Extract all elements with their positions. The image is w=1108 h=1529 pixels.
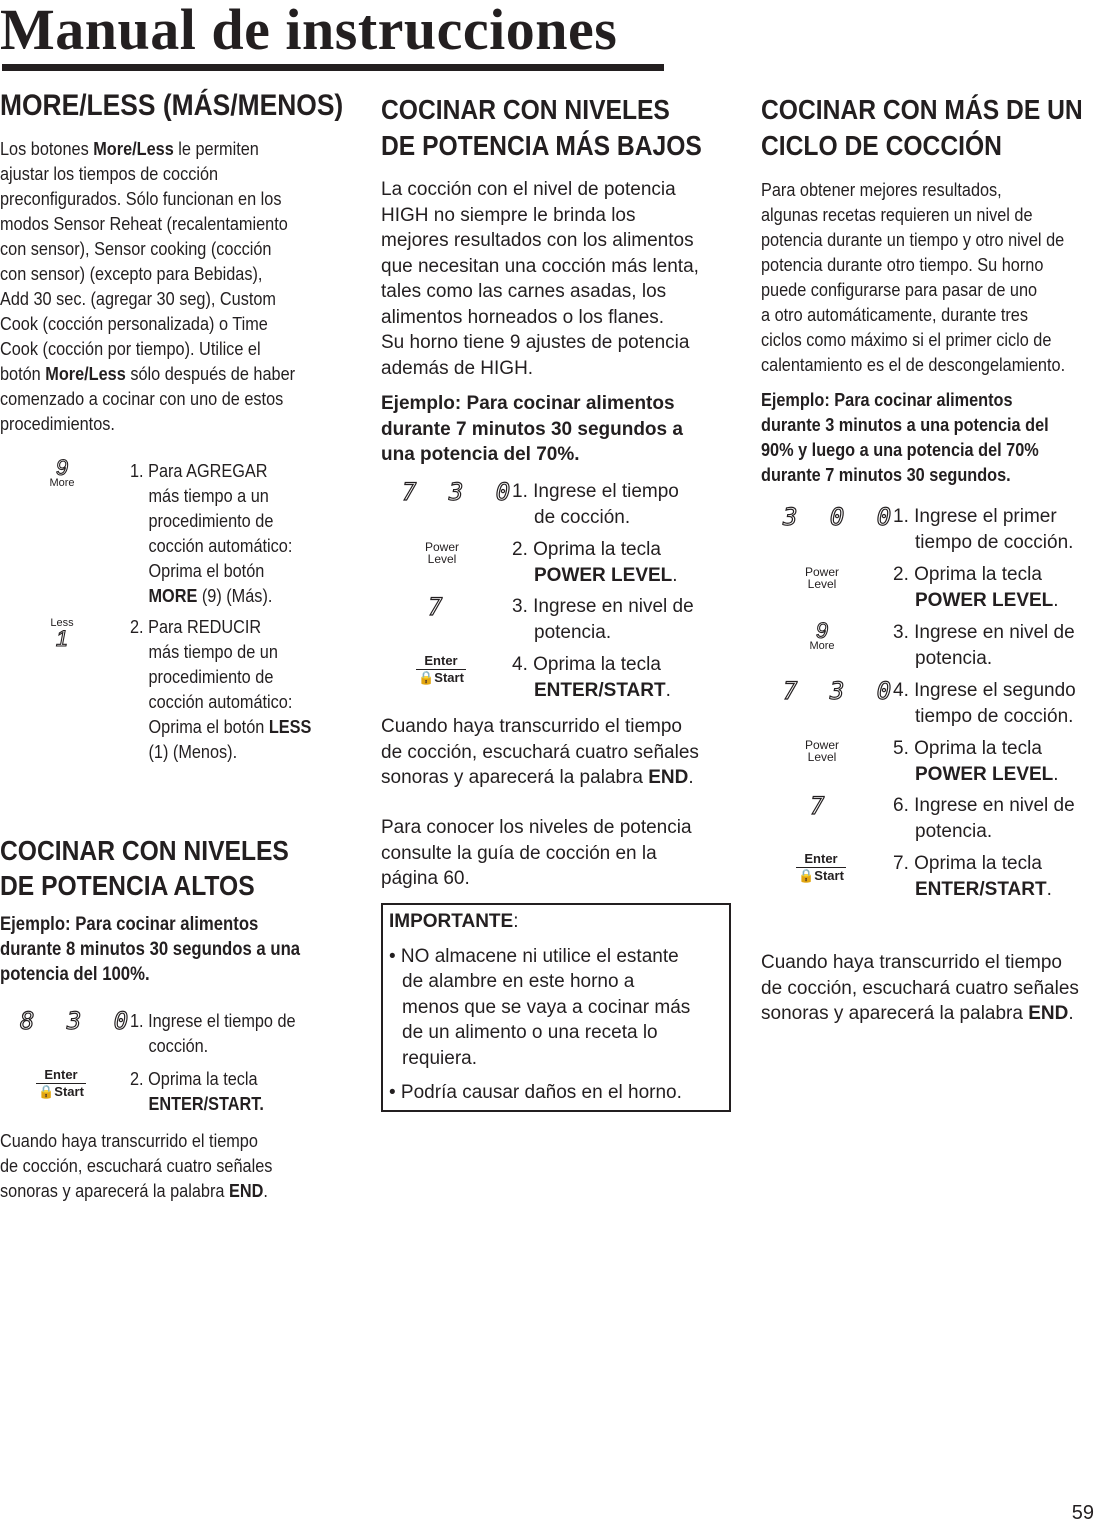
ciclo-step-5: 5. Oprima la tecla POWER LEVEL.	[893, 738, 1059, 785]
bajos-step-1: 1. Ingrese el tiempo de cocción.	[512, 481, 679, 528]
more-less-intro: Los botones More/Less le permiten ajustar los tiempos de cocción preconfigurados. Sólo funcionan en los modos Sensor Reheat (recalentamiento con sensor), Sensor cooking (cocción con sensor) (excepto para Bebidas), Add 30 sec. (agregar 30 seg), Custom Cook (cocción personalizada) o Time Cook (cocción por tiempo). Utilice el botón More/Less sólo después de haber comenzado a cocinar con uno de estos procedimientos.	[0, 138, 296, 434]
more-less-heading: MORE/LESS (MÁS/MENOS)	[0, 89, 344, 122]
ciclo-step-4: 4. Ingrese el segundo tiempo de cocción.	[893, 680, 1076, 727]
display-7: 7	[810, 792, 834, 820]
power-level-key-icon: Power Level	[804, 565, 839, 591]
less-key-icon: Less 1	[50, 617, 74, 651]
bajos-step-2: 2. Oprima la tecla POWER LEVEL.	[512, 539, 678, 586]
bajos-closing: Cuando haya transcurrido el tiempo de cocción, escuchará cuatro señales sonoras y aparecerá la palabra END.	[381, 716, 699, 788]
bajos-heading: COCINAR CON NIVELES DE POTENCIA MÁS BAJOS	[381, 94, 702, 161]
bajos-example: Ejemplo: Para cocinar alimentos durante 7 minutos 30 segundos a una potencia del 70%.	[381, 393, 683, 465]
column-2	[381, 92, 731, 468]
bajos-step-3: 3. Ingrese en nivel de potencia.	[512, 596, 694, 643]
enter-start-key-icon: Enter 🔒Start	[32, 1068, 90, 1099]
display-730: 7 3 0	[402, 478, 520, 506]
ciclo-intro: Para obtener mejores resultados, algunas recetas requieren un nivel de potencia durante un tiempo y otro nivel de potencia durante otro tiempo. Su horno puede configurarse para pasar de uno a otro automáticamente, durante tres ciclos como máximo si el primer ciclo de calentamiento es el de descongelamiento.	[761, 179, 1066, 375]
ciclo-example: Ejemplo: Para cocinar alimentos durante 3 minutos a una potencia del 90% y luego a una potencia del 70% durante 7 minutos 30 segundos.	[761, 389, 1049, 485]
enter-start-key-icon: Enter 🔒Start	[792, 852, 850, 883]
altos-step-2: 2. Oprima la tecla ENTER/START.	[130, 1068, 264, 1114]
altos-heading: COCINAR CON NIVELES DE POTENCIA ALTOS	[0, 835, 289, 901]
display-300: 3 0 0	[783, 503, 901, 531]
more-key-icon: 9 More	[49, 455, 75, 489]
power-level-key-icon: Power Level	[424, 540, 459, 566]
display-730: 7 3 0	[783, 677, 901, 705]
page-title: Manual de instrucciones	[0, 0, 618, 62]
bajos-step-4: 4. Oprima la tecla ENTER/START.	[512, 654, 671, 701]
page-number: 59	[1071, 1502, 1094, 1524]
ciclo-step-7: 7. Oprima la tecla ENTER/START.	[893, 853, 1052, 900]
more-key-icon: 9 More	[809, 618, 835, 652]
column-1	[0, 86, 345, 436]
power-level-key-icon: Power Level	[804, 738, 839, 764]
bajos-reference: Para conocer los niveles de potencia consulte la guía de cocción en la página 60.	[381, 817, 692, 889]
altos-section	[0, 833, 345, 987]
ciclo-closing: Cuando haya transcurrido el tiempo de cocción, escuchará cuatro señales sonoras y aparecerá la palabra END.	[761, 952, 1079, 1024]
altos-closing: Cuando haya transcurrido el tiempo de cocción, escuchará cuatro señales sonoras y aparecerá la palabra END.	[0, 1130, 273, 1201]
ciclo-heading: COCINAR CON MÁS DE UN CICLO DE COCCIÓN	[761, 94, 1083, 161]
important-box: IMPORTANTE: • NO almacene ni utilice el estante de alambre en este horno a menos que se vaya a cocinar más de un alimento o una receta lo requiera. • Podría causar daños en el horno.	[381, 903, 731, 1112]
display-7: 7	[428, 593, 452, 621]
bajos-intro: La cocción con el nivel de potencia HIGH no siempre le brinda los mejores resultados con los alimentos que necesitan una cocción más lenta, tales como las carnes asadas, los alimentos horneados o los flanes. Su horno tiene 9 ajustes de potencia además de HIGH.	[381, 179, 699, 379]
ciclo-step-3: 3. Ingrese en nivel de potencia.	[893, 622, 1075, 669]
ciclo-step-6: 6. Ingrese en nivel de potencia.	[893, 795, 1075, 842]
column-3	[761, 92, 1106, 487]
display-830: 8 3 0	[20, 1007, 138, 1035]
ciclo-step-1: 1. Ingrese el primer tiempo de cocción.	[893, 506, 1074, 553]
altos-step-1: 1. Ingrese el tiempo de cocción.	[130, 1010, 296, 1056]
more-step: 1. Para AGREGAR más tiempo a un procedimiento de cocción automático: Oprima el botón MORE (9) (Más).	[130, 460, 293, 606]
title-rule	[2, 64, 664, 71]
ciclo-step-2: 2. Oprima la tecla POWER LEVEL.	[893, 564, 1059, 611]
enter-start-key-icon: Enter 🔒Start	[412, 654, 470, 685]
less-step: 2. Para REDUCIR más tiempo de un procedimiento de cocción automático: Oprima el botón LESS (1) (Menos).	[130, 616, 312, 762]
altos-example: Ejemplo: Para cocinar alimentos durante 8 minutos 30 segundos a una potencia del 100%.	[0, 914, 301, 985]
